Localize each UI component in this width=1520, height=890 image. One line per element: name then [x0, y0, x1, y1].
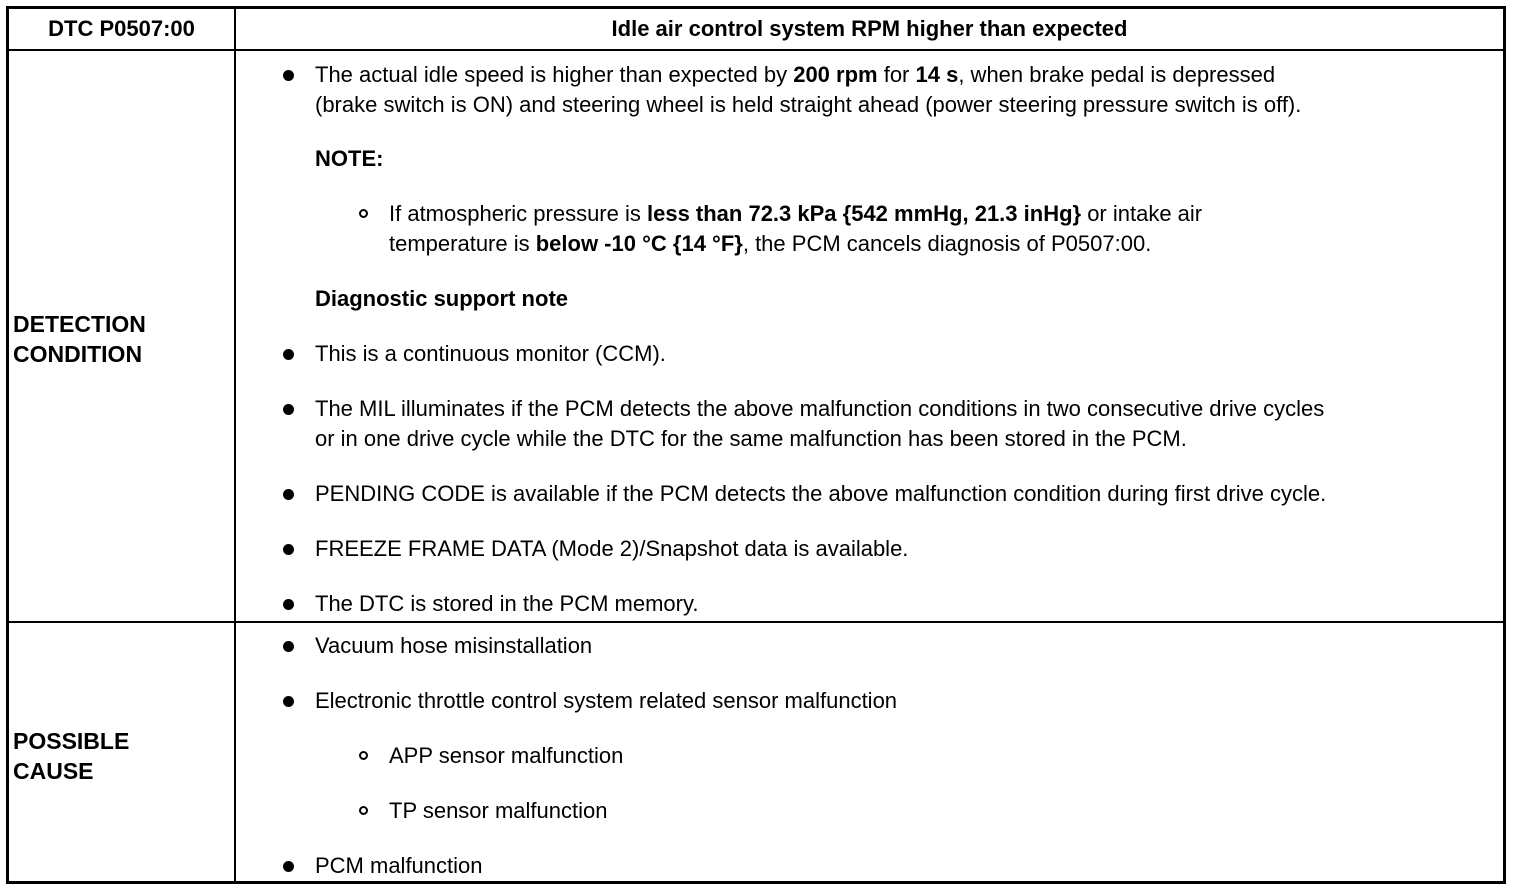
support-item-5 [315, 589, 698, 619]
text-run: APP sensor malfunction [389, 743, 624, 768]
text-run: , when brake pedal is depressed [958, 62, 1276, 87]
text-run: The actual idle speed is higher than expected by [315, 62, 794, 87]
text-run: or in one drive cycle while the DTC for the same malfunction has been stored in the PCM. [315, 426, 1187, 451]
detection-condition-label [13, 309, 146, 369]
text-run: FREEZE FRAME DATA (Mode 2)/Snapshot data is available. [315, 536, 909, 561]
text-run: The MIL illuminates if the PCM detects the above malfunction conditions in two consecutive drive cycles [315, 396, 1325, 421]
bullet-icon [283, 349, 294, 360]
time-value: 14 s [915, 62, 959, 87]
cause-subitem-1 [389, 741, 623, 771]
note-item-line2 [389, 229, 1151, 259]
cause-item-2 [315, 686, 897, 716]
dtc-title-cell [236, 9, 1503, 49]
support-item-3 [315, 479, 1326, 509]
dtc-code-cell [9, 9, 234, 49]
text-run: temperature is [389, 231, 536, 256]
note-text: NOTE: [315, 146, 384, 171]
text-run: PENDING CODE is available if the PCM detects the above malfunction condition during first drive cycle. [315, 481, 1327, 506]
pressure-threshold: less than 72.3 kPa {542 mmHg, 21.3 inHg} [646, 201, 1082, 226]
rpm-value: 200 rpm [793, 62, 878, 87]
bullet-icon [283, 489, 294, 500]
text-run: The DTC is stored in the PCM memory. [315, 591, 699, 616]
text-run: Electronic throttle control system related sensor malfunction [315, 688, 898, 713]
text-run: This is a continuous monitor (CCM). [315, 341, 666, 366]
detection-item-1-line2 [315, 90, 1301, 120]
detection-label-line2: CONDITION [13, 341, 143, 367]
detection-label-line1: DETECTION [13, 311, 146, 337]
support-item-4 [315, 534, 908, 564]
support-item-1 [315, 339, 666, 369]
note-label [315, 144, 383, 174]
possible-cause-label [13, 726, 129, 786]
column-divider [234, 9, 236, 881]
sub-bullet-icon [359, 751, 368, 760]
bullet-icon [283, 861, 294, 872]
bullet-icon [283, 599, 294, 610]
bullet-icon [283, 696, 294, 707]
dtc-table [6, 6, 1506, 884]
bullet-icon [283, 641, 294, 652]
cause-subitem-2 [389, 796, 607, 826]
text-run: TP sensor malfunction [389, 798, 608, 823]
text-run: , the PCM cancels diagnosis of P0507:00. [742, 231, 1152, 256]
note-item [389, 199, 1202, 229]
temperature-threshold: below -10 °C {14 °F} [535, 231, 743, 256]
support-note-label [315, 284, 568, 314]
support-item-2 [315, 394, 1324, 424]
text-run: (brake switch is ON) and steering wheel is held straight ahead (power steering pressure switch is off). [315, 92, 1302, 117]
cause-label-line2: CAUSE [13, 758, 94, 784]
sub-bullet-icon [359, 209, 368, 218]
bullet-icon [283, 544, 294, 555]
cause-label-line1: POSSIBLE [13, 728, 130, 754]
support-item-2-line2 [315, 424, 1187, 454]
sub-bullet-icon [359, 806, 368, 815]
dtc-title: Idle air control system RPM higher than expected [611, 16, 1128, 41]
detection-item-1 [315, 60, 1275, 90]
text-run: for [877, 62, 916, 87]
text-run: or intake air [1081, 201, 1203, 226]
support-note-text: Diagnostic support note [315, 286, 568, 311]
text-run: PCM malfunction [315, 853, 483, 878]
dtc-code: DTC P0507:00 [48, 16, 195, 41]
cause-item-1 [315, 631, 592, 661]
bullet-icon [283, 70, 294, 81]
bullet-icon [283, 404, 294, 415]
text-run: Vacuum hose misinstallation [315, 633, 593, 658]
cause-item-3 [315, 851, 483, 881]
text-run: If atmospheric pressure is [389, 201, 647, 226]
